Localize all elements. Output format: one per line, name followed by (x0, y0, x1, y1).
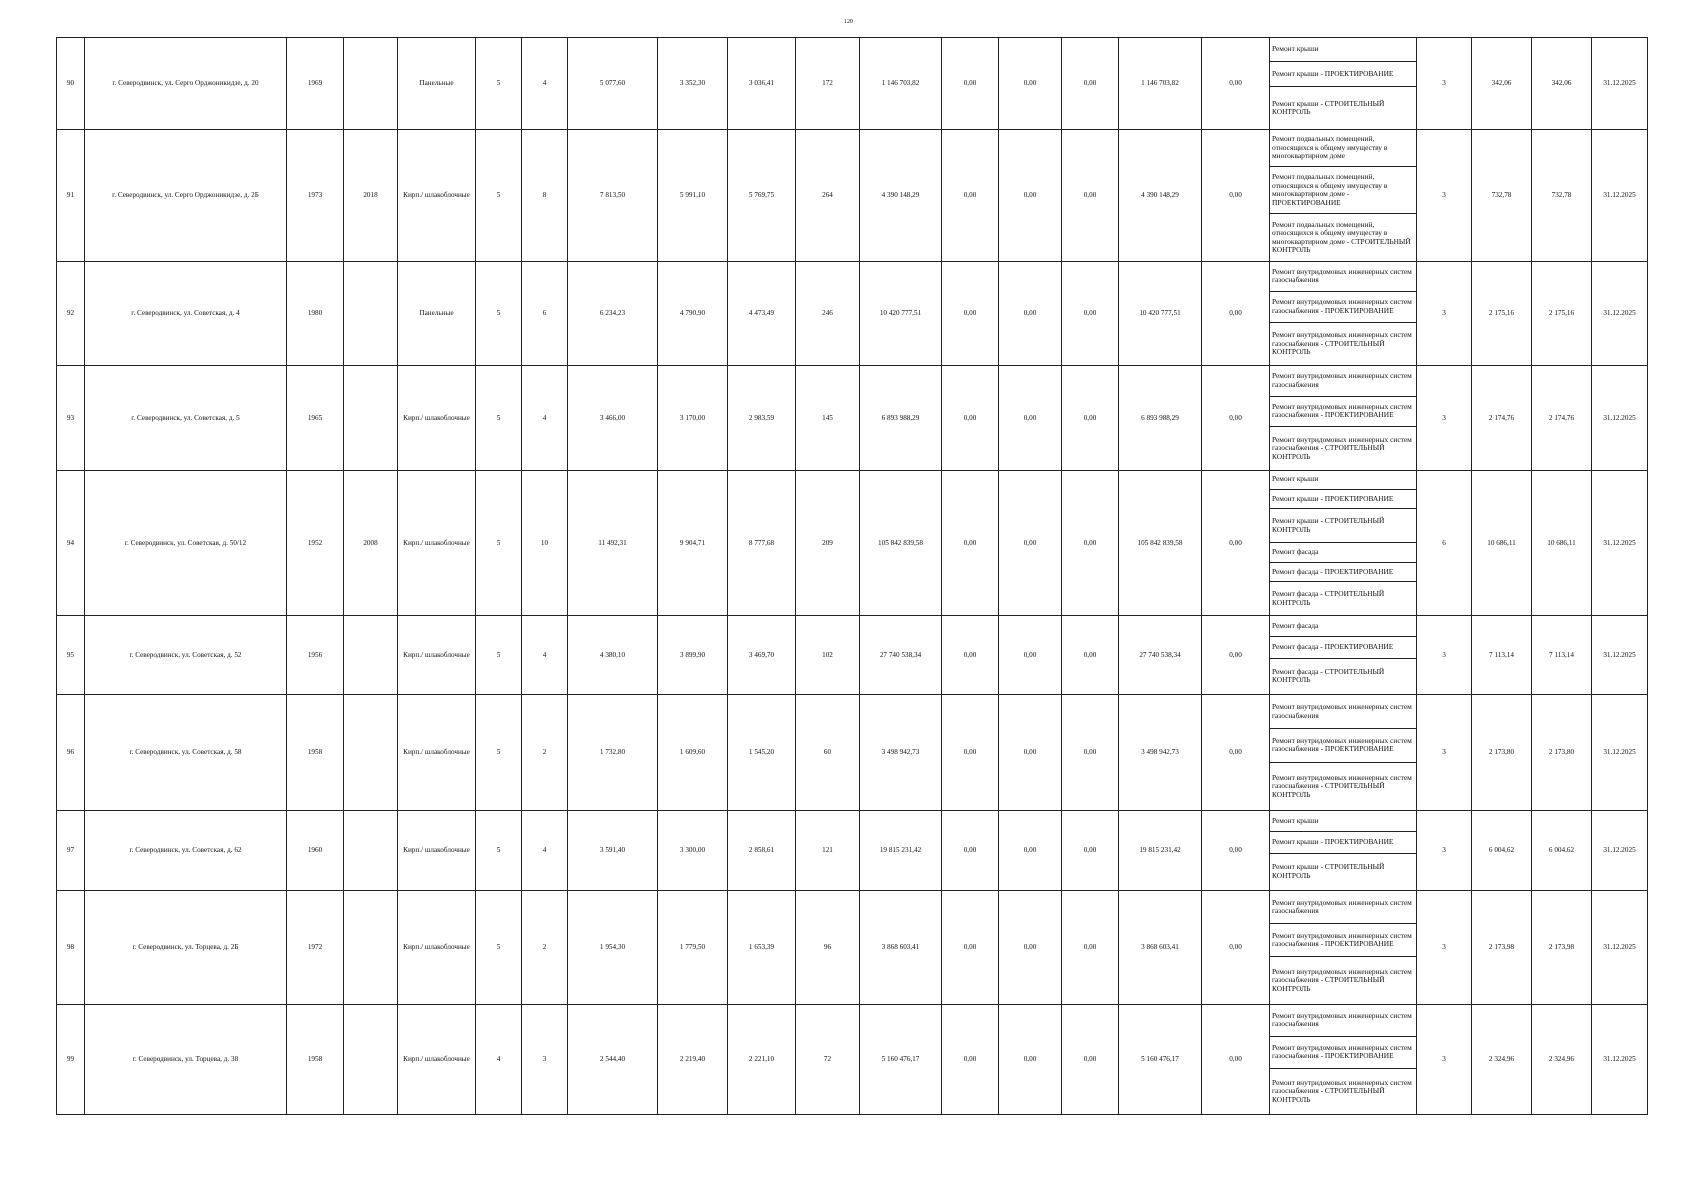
unit-cost-cell: 2 324,96 (1472, 1004, 1532, 1115)
deadline-cell: 31.12.2025 (1592, 470, 1648, 616)
residents-cell: 60 (796, 695, 860, 810)
row-number-cell: 90 (57, 38, 85, 130)
unit-cost-cell: 2 174,76 (1472, 366, 1532, 470)
area-total-cell: 1 954,30 (568, 891, 658, 1004)
table-row (57, 1004, 1648, 1115)
address-cell: г. Северодвинск, ул. Серго Орджоникидзе, д. 2Б (85, 130, 287, 261)
unit-cost-limit-cell: 7 113,14 (1532, 616, 1592, 695)
area-residential-cell: 3 469,70 (728, 616, 796, 695)
area-living-cell: 3 899,90 (658, 616, 728, 695)
fund-regional-cell: 0,00 (999, 38, 1062, 130)
fund-federal-cell: 0,00 (942, 38, 999, 130)
works-count-cell: 3 (1417, 891, 1472, 1004)
fund-federal-cell: 0,00 (942, 130, 999, 261)
fund-regional-cell: 0,00 (999, 891, 1062, 1004)
wall-material-cell: Кирп./ шлакоблочные (398, 1004, 476, 1115)
works-count-cell: 3 (1417, 366, 1472, 470)
deadline-cell: 31.12.2025 (1592, 695, 1648, 810)
area-total-cell: 3 466,00 (568, 366, 658, 470)
work-item: Ремонт внутридомовых инженерных систем газоснабжения - СТРОИТЕЛЬНЫЙ КОНТРОЛЬ (1272, 772, 1412, 799)
deadline-cell: 31.12.2025 (1592, 38, 1648, 130)
floors-cell: 5 (476, 130, 522, 261)
work-item: Ремонт фасада (1270, 616, 1416, 637)
year-built-cell: 1958 (287, 695, 344, 810)
work-item: Ремонт внутридомовых инженерных систем газоснабжения (1270, 1005, 1416, 1037)
fund-federal-cell: 0,00 (942, 1004, 999, 1115)
works-subtable (1270, 262, 1416, 365)
fund-regional-cell: 0,00 (999, 1004, 1062, 1115)
fund-other-cell: 0,00 (1202, 695, 1270, 810)
year-built-cell: 1956 (287, 616, 344, 695)
works-subtable (1270, 811, 1416, 890)
table-row (57, 891, 1648, 1004)
fund-municipal-cell: 0,00 (1062, 38, 1119, 130)
year-renovated-cell (344, 695, 398, 810)
fund-owners-cell: 5 160 476,17 (1119, 1004, 1202, 1115)
fund-other-cell: 0,00 (1202, 366, 1270, 470)
row-number-cell: 94 (57, 470, 85, 616)
work-item: Ремонт фасада - СТРОИТЕЛЬНЫЙ КОНТРОЛЬ (1272, 589, 1385, 607)
fund-other-cell: 0,00 (1202, 1004, 1270, 1115)
works-list-cell (1270, 38, 1417, 130)
work-item: Ремонт внутридомовых инженерных систем газоснабжения - СТРОИТЕЛЬНЫЙ КОНТРОЛЬ (1272, 1077, 1412, 1104)
works-list-cell (1270, 616, 1417, 695)
cost-total-cell: 4 390 148,29 (860, 130, 942, 261)
works-subtable (1270, 471, 1416, 616)
address-cell: г. Северодвинск, ул. Торцева, д. 38 (85, 1004, 287, 1115)
capital-repair-table (56, 37, 1648, 1115)
work-item: Ремонт подвальных помещений, относящихся к общему имуществу в многоквартирном доме - СТРОИТЕЛЬНЫЙ КОНТРОЛЬ (1272, 219, 1411, 255)
works-subtable (1270, 891, 1416, 1003)
table-row (57, 616, 1648, 695)
floors-cell: 5 (476, 810, 522, 890)
area-total-cell: 3 591,40 (568, 810, 658, 890)
unit-cost-limit-cell: 732,78 (1532, 130, 1592, 261)
fund-federal-cell: 0,00 (942, 891, 999, 1004)
residents-cell: 145 (796, 366, 860, 470)
table-row (57, 695, 1648, 810)
year-built-cell: 1960 (287, 810, 344, 890)
fund-regional-cell: 0,00 (999, 366, 1062, 470)
area-living-cell: 5 991,10 (658, 130, 728, 261)
area-residential-cell: 1 653,39 (728, 891, 796, 1004)
area-residential-cell: 5 769,75 (728, 130, 796, 261)
residents-cell: 102 (796, 616, 860, 695)
unit-cost-cell: 6 004,62 (1472, 810, 1532, 890)
year-renovated-cell (344, 810, 398, 890)
work-item: Ремонт внутридомовых инженерных систем газоснабжения - ПРОЕКТИРОВАНИЕ (1270, 396, 1416, 427)
work-item: Ремонт фасада - ПРОЕКТИРОВАНИЕ (1270, 637, 1416, 658)
wall-material-cell: Кирп./ шлакоблочные (398, 695, 476, 810)
wall-material-cell: Панельные (398, 38, 476, 130)
work-item: Ремонт крыши - СТРОИТЕЛЬНЫЙ КОНТРОЛЬ (1272, 98, 1385, 117)
area-living-cell: 3 352,30 (658, 38, 728, 130)
unit-cost-limit-cell: 10 686,11 (1532, 470, 1592, 616)
wall-material-cell: Кирп./ шлакоблочные (398, 810, 476, 890)
fund-owners-cell: 27 740 538,34 (1119, 616, 1202, 695)
fund-owners-cell: 19 815 231,42 (1119, 810, 1202, 890)
work-item: Ремонт крыши (1270, 471, 1416, 490)
address-cell: г. Северодвинск, ул. Советская, д. 52 (85, 616, 287, 695)
area-residential-cell: 8 777,68 (728, 470, 796, 616)
works-list-cell (1270, 366, 1417, 470)
works-count-cell: 3 (1417, 130, 1472, 261)
entrances-cell: 8 (522, 130, 568, 261)
work-item: Ремонт внутридомовых инженерных систем газоснабжения - СТРОИТЕЛЬНЫЙ КОНТРОЛЬ (1272, 434, 1412, 461)
floors-cell: 5 (476, 616, 522, 695)
works-subtable (1270, 130, 1416, 260)
cost-total-cell: 10 420 777,51 (860, 261, 942, 365)
work-item: Ремонт фасада - ПРОЕКТИРОВАНИЕ (1270, 562, 1416, 582)
floors-cell: 5 (476, 891, 522, 1004)
work-item: Ремонт внутридомовых инженерных систем газоснабжения - ПРОЕКТИРОВАНИЕ (1270, 924, 1416, 957)
unit-cost-limit-cell: 2 174,76 (1532, 366, 1592, 470)
deadline-cell: 31.12.2025 (1592, 261, 1648, 365)
address-cell: г. Северодвинск, ул. Советская, д. 4 (85, 261, 287, 365)
year-built-cell: 1952 (287, 470, 344, 616)
cost-total-cell: 5 160 476,17 (860, 1004, 942, 1115)
area-living-cell: 4 790,90 (658, 261, 728, 365)
entrances-cell: 2 (522, 891, 568, 1004)
fund-other-cell: 0,00 (1202, 470, 1270, 616)
address-cell: г. Северодвинск, ул. Советская, д. 50/12 (85, 470, 287, 616)
fund-municipal-cell: 0,00 (1062, 891, 1119, 1004)
work-item: Ремонт крыши (1270, 811, 1416, 832)
work-item: Ремонт крыши - СТРОИТЕЛЬНЫЙ КОНТРОЛЬ (1270, 509, 1416, 543)
fund-owners-cell: 105 842 839,58 (1119, 470, 1202, 616)
fund-municipal-cell: 0,00 (1062, 366, 1119, 470)
work-item: Ремонт крыши - СТРОИТЕЛЬНЫЙ КОНТРОЛЬ (1272, 862, 1385, 880)
year-built-cell: 1973 (287, 130, 344, 261)
row-number-cell: 92 (57, 261, 85, 365)
year-built-cell: 1965 (287, 366, 344, 470)
cost-total-cell: 1 146 703,82 (860, 38, 942, 130)
address-cell: г. Северодвинск, ул. Советская, д. 58 (85, 695, 287, 810)
area-residential-cell: 2 221,10 (728, 1004, 796, 1115)
works-list-cell (1270, 695, 1417, 810)
row-number-cell: 97 (57, 810, 85, 890)
work-item: Ремонт внутридомовых инженерных систем газоснабжения - СТРОИТЕЛЬНЫЙ КОНТРОЛЬ (1272, 330, 1412, 357)
work-item: Ремонт внутридомовых инженерных систем газоснабжения - ПРОЕКТИРОВАНИЕ (1270, 1036, 1416, 1068)
wall-material-cell: Кирп./ шлакоблочные (398, 891, 476, 1004)
work-item: Ремонт фасада - СТРОИТЕЛЬНЫЙ КОНТРОЛЬ (1272, 666, 1385, 685)
fund-owners-cell: 3 498 942,73 (1119, 695, 1202, 810)
fund-federal-cell: 0,00 (942, 366, 999, 470)
entrances-cell: 2 (522, 695, 568, 810)
fund-owners-cell: 10 420 777,51 (1119, 261, 1202, 365)
works-count-cell: 6 (1417, 470, 1472, 616)
fund-other-cell: 0,00 (1202, 130, 1270, 261)
unit-cost-limit-cell: 2 175,16 (1532, 261, 1592, 365)
work-item: Ремонт внутридомовых инженерных систем газоснабжения - ПРОЕКТИРОВАНИЕ (1270, 292, 1416, 323)
works-list-cell (1270, 261, 1417, 365)
fund-municipal-cell: 0,00 (1062, 616, 1119, 695)
area-total-cell: 4 380,10 (568, 616, 658, 695)
unit-cost-cell: 2 175,16 (1472, 261, 1532, 365)
unit-cost-cell: 2 173,80 (1472, 695, 1532, 810)
cost-total-cell: 3 868 603,41 (860, 891, 942, 1004)
table-row (57, 470, 1648, 616)
works-subtable (1270, 1005, 1416, 1115)
area-residential-cell: 2 858,61 (728, 810, 796, 890)
deadline-cell: 31.12.2025 (1592, 1004, 1648, 1115)
area-residential-cell: 4 473,49 (728, 261, 796, 365)
unit-cost-limit-cell: 2 173,98 (1532, 891, 1592, 1004)
deadline-cell: 31.12.2025 (1592, 891, 1648, 1004)
fund-regional-cell: 0,00 (999, 470, 1062, 616)
entrances-cell: 4 (522, 810, 568, 890)
fund-other-cell: 0,00 (1202, 261, 1270, 365)
fund-federal-cell: 0,00 (942, 810, 999, 890)
year-renovated-cell (344, 261, 398, 365)
fund-owners-cell: 3 868 603,41 (1119, 891, 1202, 1004)
residents-cell: 121 (796, 810, 860, 890)
works-count-cell: 3 (1417, 1004, 1472, 1115)
fund-owners-cell: 6 893 988,29 (1119, 366, 1202, 470)
unit-cost-limit-cell: 2 324,96 (1532, 1004, 1592, 1115)
year-built-cell: 1958 (287, 1004, 344, 1115)
cost-total-cell: 3 498 942,73 (860, 695, 942, 810)
unit-cost-cell: 2 173,98 (1472, 891, 1532, 1004)
unit-cost-limit-cell: 2 173,80 (1532, 695, 1592, 810)
residents-cell: 72 (796, 1004, 860, 1115)
year-renovated-cell: 2008 (344, 470, 398, 616)
entrances-cell: 4 (522, 366, 568, 470)
table-row (57, 38, 1648, 130)
year-renovated-cell (344, 1004, 398, 1115)
works-list-cell (1270, 1004, 1417, 1115)
address-cell: г. Северодвинск, ул. Советская, д. 62 (85, 810, 287, 890)
fund-federal-cell: 0,00 (942, 616, 999, 695)
fund-other-cell: 0,00 (1202, 810, 1270, 890)
works-count-cell: 3 (1417, 616, 1472, 695)
floors-cell: 4 (476, 1004, 522, 1115)
deadline-cell: 31.12.2025 (1592, 810, 1648, 890)
work-item: Ремонт подвальных помещений, относящихся к общему имуществу в многоквартирном доме (1270, 130, 1416, 166)
work-item: Ремонт крыши - ПРОЕКТИРОВАНИЕ (1270, 832, 1416, 854)
area-total-cell: 7 813,50 (568, 130, 658, 261)
area-residential-cell: 2 983,59 (728, 366, 796, 470)
year-renovated-cell (344, 616, 398, 695)
work-item: Ремонт внутридомовых инженерных систем газоснабжения (1270, 262, 1416, 292)
fund-municipal-cell: 0,00 (1062, 261, 1119, 365)
fund-owners-cell: 1 146 703,82 (1119, 38, 1202, 130)
unit-cost-limit-cell: 6 004,62 (1532, 810, 1592, 890)
works-count-cell: 3 (1417, 38, 1472, 130)
table-row (57, 366, 1648, 470)
area-living-cell: 1 609,60 (658, 695, 728, 810)
fund-regional-cell: 0,00 (999, 261, 1062, 365)
unit-cost-limit-cell: 342,06 (1532, 38, 1592, 130)
area-living-cell: 9 904,71 (658, 470, 728, 616)
work-item: Ремонт крыши (1270, 38, 1416, 62)
fund-municipal-cell: 0,00 (1062, 470, 1119, 616)
fund-regional-cell: 0,00 (999, 130, 1062, 261)
residents-cell: 209 (796, 470, 860, 616)
page-number: 120 (844, 19, 853, 25)
table-row (57, 810, 1648, 890)
row-number-cell: 99 (57, 1004, 85, 1115)
cost-total-cell: 6 893 988,29 (860, 366, 942, 470)
area-total-cell: 1 732,80 (568, 695, 658, 810)
works-subtable (1270, 366, 1416, 469)
fund-federal-cell: 0,00 (942, 695, 999, 810)
unit-cost-cell: 732,78 (1472, 130, 1532, 261)
work-item: Ремонт крыши - ПРОЕКТИРОВАНИЕ (1270, 62, 1416, 87)
works-list-cell (1270, 891, 1417, 1004)
floors-cell: 5 (476, 38, 522, 130)
deadline-cell: 31.12.2025 (1592, 366, 1648, 470)
table-row (57, 130, 1648, 261)
works-count-cell: 3 (1417, 810, 1472, 890)
fund-municipal-cell: 0,00 (1062, 810, 1119, 890)
work-item: Ремонт внутридомовых инженерных систем газоснабжения - ПРОЕКТИРОВАНИЕ (1270, 728, 1416, 762)
fund-municipal-cell: 0,00 (1062, 130, 1119, 261)
row-number-cell: 91 (57, 130, 85, 261)
work-item: Ремонт фасада (1270, 543, 1416, 563)
area-total-cell: 5 077,60 (568, 38, 658, 130)
table-row (57, 261, 1648, 365)
area-residential-cell: 1 545,20 (728, 695, 796, 810)
works-list-cell (1270, 810, 1417, 890)
wall-material-cell: Кирп./ шлакоблочные (398, 470, 476, 616)
row-number-cell: 95 (57, 616, 85, 695)
wall-material-cell: Кирп./ шлакоблочные (398, 366, 476, 470)
work-item: Ремонт крыши - ПРОЕКТИРОВАНИЕ (1270, 489, 1416, 509)
work-item: Ремонт внутридомовых инженерных систем газоснабжения (1270, 366, 1416, 396)
area-living-cell: 1 779,50 (658, 891, 728, 1004)
fund-regional-cell: 0,00 (999, 810, 1062, 890)
unit-cost-cell: 10 686,11 (1472, 470, 1532, 616)
fund-other-cell: 0,00 (1202, 616, 1270, 695)
area-residential-cell: 3 036,41 (728, 38, 796, 130)
year-built-cell: 1980 (287, 261, 344, 365)
floors-cell: 5 (476, 261, 522, 365)
fund-owners-cell: 4 390 148,29 (1119, 130, 1202, 261)
floors-cell: 5 (476, 695, 522, 810)
area-total-cell: 2 544,40 (568, 1004, 658, 1115)
floors-cell: 5 (476, 470, 522, 616)
cost-total-cell: 19 815 231,42 (860, 810, 942, 890)
cost-total-cell: 105 842 839,58 (860, 470, 942, 616)
fund-other-cell: 0,00 (1202, 891, 1270, 1004)
fund-regional-cell: 0,00 (999, 616, 1062, 695)
area-total-cell: 6 234,23 (568, 261, 658, 365)
table-body (57, 38, 1648, 1115)
row-number-cell: 96 (57, 695, 85, 810)
fund-federal-cell: 0,00 (942, 261, 999, 365)
fund-federal-cell: 0,00 (942, 470, 999, 616)
cost-total-cell: 27 740 538,34 (860, 616, 942, 695)
entrances-cell: 10 (522, 470, 568, 616)
address-cell: г. Северодвинск, ул. Советская, д. 5 (85, 366, 287, 470)
area-living-cell: 2 219,40 (658, 1004, 728, 1115)
unit-cost-cell: 342,06 (1472, 38, 1532, 130)
wall-material-cell: Кирп./ шлакоблочные (398, 616, 476, 695)
year-renovated-cell: 2018 (344, 130, 398, 261)
works-count-cell: 3 (1417, 695, 1472, 810)
year-renovated-cell (344, 891, 398, 1004)
entrances-cell: 4 (522, 616, 568, 695)
wall-material-cell: Кирп./ шлакоблочные (398, 130, 476, 261)
works-subtable (1270, 695, 1416, 809)
year-renovated-cell (344, 38, 398, 130)
unit-cost-cell: 7 113,14 (1472, 616, 1532, 695)
area-living-cell: 3 170,00 (658, 366, 728, 470)
fund-municipal-cell: 0,00 (1062, 695, 1119, 810)
fund-other-cell: 0,00 (1202, 38, 1270, 130)
entrances-cell: 3 (522, 1004, 568, 1115)
year-built-cell: 1969 (287, 38, 344, 130)
work-item: Ремонт внутридомовых инженерных систем газоснабжения (1270, 695, 1416, 728)
entrances-cell: 4 (522, 38, 568, 130)
wall-material-cell: Панельные (398, 261, 476, 365)
address-cell: г. Северодвинск, ул. Серго Орджоникидзе, д. 20 (85, 38, 287, 130)
fund-municipal-cell: 0,00 (1062, 1004, 1119, 1115)
works-list-cell (1270, 130, 1417, 261)
works-list-cell (1270, 470, 1417, 616)
residents-cell: 172 (796, 38, 860, 130)
year-renovated-cell (344, 366, 398, 470)
floors-cell: 5 (476, 366, 522, 470)
row-number-cell: 98 (57, 891, 85, 1004)
work-item: Ремонт внутридомовых инженерных систем газоснабжения - СТРОИТЕЛЬНЫЙ КОНТРОЛЬ (1272, 966, 1412, 993)
entrances-cell: 6 (522, 261, 568, 365)
area-living-cell: 3 300,00 (658, 810, 728, 890)
residents-cell: 264 (796, 130, 860, 261)
work-item: Ремонт внутридомовых инженерных систем газоснабжения (1270, 891, 1416, 923)
works-subtable (1270, 38, 1416, 129)
deadline-cell: 31.12.2025 (1592, 130, 1648, 261)
row-number-cell: 93 (57, 366, 85, 470)
residents-cell: 96 (796, 891, 860, 1004)
works-count-cell: 3 (1417, 261, 1472, 365)
residents-cell: 246 (796, 261, 860, 365)
work-item: Ремонт подвальных помещений, относящихся к общему имуществу в многоквартирном доме - ПРОЕКТИРОВАНИЕ (1270, 166, 1416, 214)
address-cell: г. Северодвинск, ул. Торцева, д. 2Б (85, 891, 287, 1004)
deadline-cell: 31.12.2025 (1592, 616, 1648, 695)
area-total-cell: 11 492,31 (568, 470, 658, 616)
fund-regional-cell: 0,00 (999, 695, 1062, 810)
year-built-cell: 1972 (287, 891, 344, 1004)
works-subtable (1270, 616, 1416, 694)
